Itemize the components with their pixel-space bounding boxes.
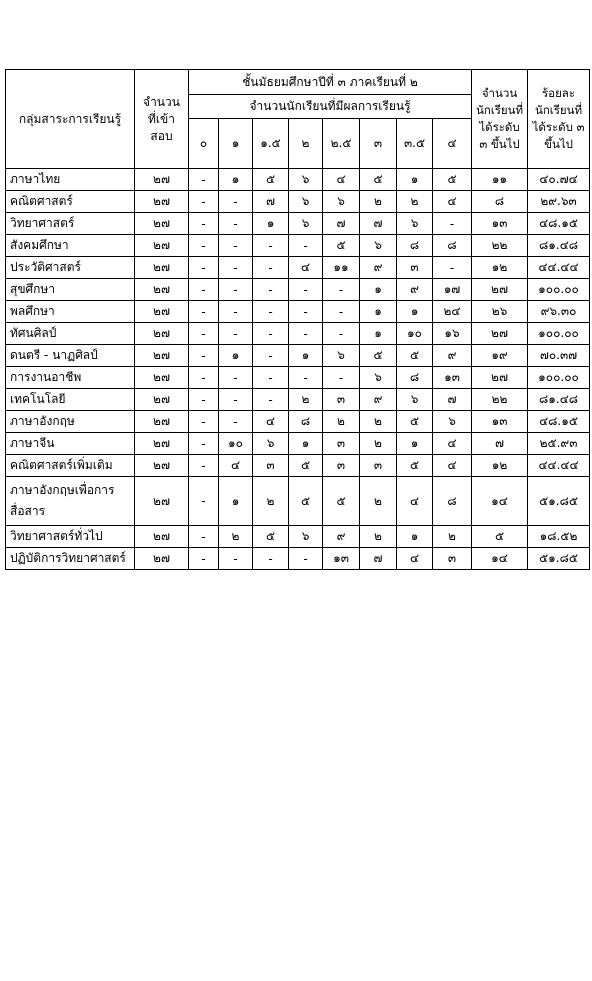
grade-cell-3: ๘	[289, 411, 323, 433]
grade-header-5: ๓	[360, 119, 397, 169]
percent-level3-cell: ๘๑.๔๘	[528, 389, 590, 411]
grade-cell-7: ๓	[433, 548, 472, 570]
count-level3-cell: ๑๔	[472, 477, 528, 526]
grade-cell-4: ๖	[323, 345, 360, 367]
percent-level3-cell: ๒๕.๙๓	[528, 433, 590, 455]
percent-level3-cell: ๑๐๐.๐๐	[528, 323, 590, 345]
percent-level3-cell: ๘๑.๔๘	[528, 235, 590, 257]
exam-count-cell: ๒๗	[135, 169, 189, 191]
subject-cell: การงานอาชีพ	[6, 367, 135, 389]
grade-cell-7: ๔	[433, 191, 472, 213]
percent-level3-header-text: ร้อยละนักเรียนที่ได้ระดับ ๓ ขึ้นไป	[532, 86, 585, 151]
grade-cell-1: ๑	[219, 345, 253, 367]
grade-cell-1: -	[219, 548, 253, 570]
grade-cell-7: ๕	[433, 169, 472, 191]
grade-cell-7: ๑๗	[433, 279, 472, 301]
grade-header-6: ๓.๕	[397, 119, 433, 169]
grade-cell-2: -	[253, 279, 289, 301]
percent-level3-cell: ๔๔.๔๔	[528, 455, 590, 477]
subject-cell: ปฏิบัติการวิทยาศาสตร์	[6, 548, 135, 570]
grade-cell-5: ๒	[360, 526, 397, 548]
grade-cell-6: ๘	[397, 367, 433, 389]
grade-cell-4: -	[323, 367, 360, 389]
grade-cell-7: ๔	[433, 433, 472, 455]
subject-group-header: กลุ่มสาระการเรียนรู้	[6, 70, 135, 169]
grade-cell-2: -	[253, 301, 289, 323]
grade-cell-5: ๗	[360, 213, 397, 235]
grade-cell-7: ๗	[433, 389, 472, 411]
grade-cell-1: ๑	[219, 169, 253, 191]
grade-cell-5: ๑	[360, 279, 397, 301]
grade-cell-2: ๕	[253, 526, 289, 548]
exam-count-header	[135, 70, 189, 169]
grade-cell-1: ๒	[219, 526, 253, 548]
grade-cell-0: -	[189, 301, 219, 323]
count-level3-cell: ๒๒	[472, 235, 528, 257]
grade-cell-6: ๔	[397, 477, 433, 526]
grade-header-4: ๒.๕	[323, 119, 360, 169]
grade-cell-2: ๒	[253, 477, 289, 526]
subject-cell: ทัศนศิลป์	[6, 323, 135, 345]
count-level3-cell: ๒๒	[472, 389, 528, 411]
grade-cell-4: ๒	[323, 411, 360, 433]
grade-cell-6: ๑	[397, 301, 433, 323]
table-row	[6, 455, 590, 477]
grade-cell-3: ๖	[289, 213, 323, 235]
grade-cell-2: -	[253, 345, 289, 367]
count-level3-cell: ๒๗	[472, 279, 528, 301]
grade-cell-6: ๑	[397, 169, 433, 191]
count-level3-header-text: จำนวนนักเรียนที่ได้ระดับ ๓ ขึ้นไป	[475, 86, 524, 151]
grade-cell-0: -	[189, 455, 219, 477]
exam-count-cell: ๒๗	[135, 548, 189, 570]
grade-cell-5: ๖	[360, 367, 397, 389]
count-level3-cell: ๑๒	[472, 257, 528, 279]
exam-count-cell: ๒๗	[135, 477, 189, 526]
grade-cell-5: ๑	[360, 301, 397, 323]
subject-cell: พลศึกษา	[6, 301, 135, 323]
exam-count-cell: ๒๗	[135, 257, 189, 279]
table-row	[6, 389, 590, 411]
grade-cell-5: ๙	[360, 257, 397, 279]
exam-count-cell: ๒๗	[135, 301, 189, 323]
grade-cell-5: ๙	[360, 389, 397, 411]
grade-cell-6: ๑	[397, 526, 433, 548]
count-level3-cell: ๑๔	[472, 548, 528, 570]
grade-cell-7: ๒	[433, 526, 472, 548]
exam-count-cell: ๒๗	[135, 323, 189, 345]
grade-cell-0: -	[189, 526, 219, 548]
grade-cell-3: -	[289, 367, 323, 389]
grade-cell-3: -	[289, 323, 323, 345]
grade-cell-6: ๕	[397, 411, 433, 433]
grade-cell-0: -	[189, 213, 219, 235]
grade-cell-1: -	[219, 367, 253, 389]
grade-cell-4: ๓	[323, 389, 360, 411]
grade-cell-2: -	[253, 548, 289, 570]
grade-cell-6: ๘	[397, 235, 433, 257]
count-level3-cell: ๕	[472, 526, 528, 548]
grade-cell-7: ๒๔	[433, 301, 472, 323]
grade-cell-6: ๕	[397, 345, 433, 367]
grade-header-1: ๑	[219, 119, 253, 169]
grade-cell-6: ๑	[397, 433, 433, 455]
grade-cell-4: -	[323, 301, 360, 323]
subject-cell: ภาษาจีน	[6, 433, 135, 455]
grade-cell-1: -	[219, 389, 253, 411]
grade-cell-1: ๑๐	[219, 433, 253, 455]
table-row	[6, 213, 590, 235]
percent-level3-cell: ๔๐.๗๔	[528, 169, 590, 191]
grade-cell-4: -	[323, 279, 360, 301]
grade-cell-7: ๔	[433, 455, 472, 477]
grade-cell-3: -	[289, 279, 323, 301]
exam-count-cell: ๒๗	[135, 455, 189, 477]
exam-count-cell: ๒๗	[135, 433, 189, 455]
grade-cell-4: ๓	[323, 455, 360, 477]
grade-cell-3: ๖	[289, 526, 323, 548]
grade-cell-5: ๒	[360, 477, 397, 526]
count-level3-cell: ๒๗	[472, 367, 528, 389]
grade-cell-1: ๑	[219, 477, 253, 526]
grade-cell-4: ๙	[323, 526, 360, 548]
grade-cell-1: -	[219, 235, 253, 257]
grade-cell-6: ๒	[397, 191, 433, 213]
grade-cell-3: ๕	[289, 477, 323, 526]
count-level3-cell: ๑๙	[472, 345, 528, 367]
percent-level3-header	[528, 70, 590, 169]
grade-cell-1: -	[219, 279, 253, 301]
level-title-header: ชั้นมัธยมศึกษาปีที่ ๓ ภาคเรียนที่ ๒	[189, 70, 472, 95]
grade-cell-2: ๕	[253, 169, 289, 191]
grade-cell-4: ๑๓	[323, 548, 360, 570]
grade-cell-7: ๑๖	[433, 323, 472, 345]
grade-cell-0: -	[189, 323, 219, 345]
subject-cell: ดนตรี - นาฏศิลป์	[6, 345, 135, 367]
grade-cell-6: ๙	[397, 279, 433, 301]
table-row	[6, 235, 590, 257]
grade-cell-2: -	[253, 235, 289, 257]
table-row	[6, 191, 590, 213]
count-level3-cell: ๑๓	[472, 213, 528, 235]
grade-cell-1: -	[219, 213, 253, 235]
grade-cell-4: ๖	[323, 191, 360, 213]
grade-cell-3: ๑	[289, 345, 323, 367]
grade-cell-7: -	[433, 213, 472, 235]
table-row	[6, 548, 590, 570]
table-row	[6, 433, 590, 455]
percent-level3-cell: ๔๔.๔๔	[528, 257, 590, 279]
count-level3-cell: ๑๑	[472, 169, 528, 191]
grade-cell-6: ๓	[397, 257, 433, 279]
grade-cell-3: ๔	[289, 257, 323, 279]
grade-cell-0: -	[189, 477, 219, 526]
grade-results-table	[5, 69, 590, 570]
grade-cell-3: ๖	[289, 191, 323, 213]
subject-cell: ภาษาไทย	[6, 169, 135, 191]
count-level3-header	[472, 70, 528, 169]
grade-cell-0: -	[189, 345, 219, 367]
grade-cell-7: -	[433, 257, 472, 279]
grade-cell-2: ๓	[253, 455, 289, 477]
grade-cell-3: -	[289, 235, 323, 257]
grade-header-2: ๑.๕	[253, 119, 289, 169]
grade-cell-4: ๕	[323, 477, 360, 526]
grade-cell-4: -	[323, 323, 360, 345]
grade-cell-2: -	[253, 367, 289, 389]
percent-level3-cell: ๔๘.๑๕	[528, 213, 590, 235]
grade-cell-3: -	[289, 548, 323, 570]
grade-cell-2: ๗	[253, 191, 289, 213]
grade-cell-6: ๕	[397, 455, 433, 477]
grade-cell-0: -	[189, 389, 219, 411]
count-level3-cell: ๒๗	[472, 323, 528, 345]
count-level3-cell: ๒๖	[472, 301, 528, 323]
grade-cell-3: -	[289, 301, 323, 323]
subject-cell: วิทยาศาสตร์ทั่วไป	[6, 526, 135, 548]
grade-cell-5: ๒	[360, 411, 397, 433]
percent-level3-cell: ๕๑.๘๕	[528, 477, 590, 526]
grade-header-3: ๒	[289, 119, 323, 169]
grade-cell-6: ๑๐	[397, 323, 433, 345]
percent-level3-cell: ๑๐๐.๐๐	[528, 367, 590, 389]
grade-cell-3: ๖	[289, 169, 323, 191]
grade-cell-1: -	[219, 257, 253, 279]
grade-cell-0: -	[189, 367, 219, 389]
table-row	[6, 526, 590, 548]
subject-cell: ประวัติศาสตร์	[6, 257, 135, 279]
percent-level3-cell: ๔๘.๑๕	[528, 411, 590, 433]
exam-count-cell: ๒๗	[135, 191, 189, 213]
exam-count-cell: ๒๗	[135, 279, 189, 301]
grade-cell-0: -	[189, 191, 219, 213]
grade-cell-2: -	[253, 389, 289, 411]
table-row	[6, 301, 590, 323]
subject-cell: คณิตศาสตร์	[6, 191, 135, 213]
grade-cell-0: -	[189, 433, 219, 455]
grade-cell-2: ๑	[253, 213, 289, 235]
subject-cell: คณิตศาสตร์เพิ่มเติม	[6, 455, 135, 477]
grade-cell-2: -	[253, 323, 289, 345]
percent-level3-cell: ๗๐.๓๗	[528, 345, 590, 367]
count-level3-cell: ๑๓	[472, 411, 528, 433]
grade-cell-0: -	[189, 169, 219, 191]
exam-count-cell: ๒๗	[135, 389, 189, 411]
grade-cell-7: ๘	[433, 235, 472, 257]
grade-cell-5: ๓	[360, 455, 397, 477]
percent-level3-cell: ๙๖.๓๐	[528, 301, 590, 323]
table-row	[6, 411, 590, 433]
grade-cell-6: ๖	[397, 213, 433, 235]
exam-count-cell: ๒๗	[135, 526, 189, 548]
grade-cell-4: ๑๑	[323, 257, 360, 279]
grade-cell-5: ๑	[360, 323, 397, 345]
grade-cell-4: ๓	[323, 433, 360, 455]
exam-count-cell: ๒๗	[135, 411, 189, 433]
grade-cell-2: ๔	[253, 411, 289, 433]
table-row	[6, 367, 590, 389]
grade-cell-5: ๕	[360, 345, 397, 367]
subject-cell: วิทยาศาสตร์	[6, 213, 135, 235]
count-level3-cell: ๗	[472, 433, 528, 455]
subject-cell: สุขศึกษา	[6, 279, 135, 301]
subject-cell: สังคมศึกษา	[6, 235, 135, 257]
grade-header-7: ๔	[433, 119, 472, 169]
grade-cell-3: ๒	[289, 389, 323, 411]
grade-cell-0: -	[189, 257, 219, 279]
grade-cell-5: ๗	[360, 548, 397, 570]
grade-header-0: ๐	[189, 119, 219, 169]
table-row	[6, 477, 590, 526]
exam-count-cell: ๒๗	[135, 345, 189, 367]
grade-cell-7: ๙	[433, 345, 472, 367]
table-row	[6, 345, 590, 367]
subject-cell: เทคโนโลยี	[6, 389, 135, 411]
grade-cell-0: -	[189, 279, 219, 301]
grade-cell-7: ๑๓	[433, 367, 472, 389]
percent-level3-cell: ๑๘.๕๒	[528, 526, 590, 548]
percent-level3-cell: ๕๑.๘๕	[528, 548, 590, 570]
grade-cell-4: ๔	[323, 169, 360, 191]
students-by-grade-header: จำนวนนักเรียนที่มีผลการเรียนรู้	[189, 95, 472, 119]
grade-cell-6: ๖	[397, 389, 433, 411]
grade-cell-5: ๒	[360, 191, 397, 213]
subject-cell: ภาษาอังกฤษ	[6, 411, 135, 433]
grade-cell-2: ๖	[253, 433, 289, 455]
count-level3-cell: ๘	[472, 191, 528, 213]
table-row	[6, 169, 590, 191]
table-row	[6, 279, 590, 301]
table-row	[6, 257, 590, 279]
exam-count-header-text: จำนวนที่เข้าสอบ	[143, 94, 180, 143]
grade-cell-1: -	[219, 323, 253, 345]
percent-level3-cell: ๑๐๐.๐๐	[528, 279, 590, 301]
grade-cell-4: ๕	[323, 235, 360, 257]
grade-cell-3: ๕	[289, 455, 323, 477]
grade-cell-0: -	[189, 548, 219, 570]
grade-cell-7: ๖	[433, 411, 472, 433]
grade-cell-2: -	[253, 257, 289, 279]
grade-cell-0: -	[189, 235, 219, 257]
exam-count-cell: ๒๗	[135, 367, 189, 389]
grade-cell-0: -	[189, 411, 219, 433]
grade-cell-5: ๖	[360, 235, 397, 257]
grade-cell-1: -	[219, 411, 253, 433]
grade-cell-3: ๑	[289, 433, 323, 455]
exam-count-cell: ๒๗	[135, 213, 189, 235]
grade-cell-5: ๒	[360, 433, 397, 455]
subject-cell: ภาษาอังกฤษเพื่อการสื่อสาร	[6, 477, 135, 526]
grade-cell-6: ๔	[397, 548, 433, 570]
exam-count-cell: ๒๗	[135, 235, 189, 257]
table-row	[6, 323, 590, 345]
grade-cell-1: -	[219, 301, 253, 323]
grade-cell-1: ๔	[219, 455, 253, 477]
count-level3-cell: ๑๒	[472, 455, 528, 477]
grade-cell-5: ๕	[360, 169, 397, 191]
grade-cell-7: ๘	[433, 477, 472, 526]
grade-cell-1: -	[219, 191, 253, 213]
grade-cell-4: ๗	[323, 213, 360, 235]
percent-level3-cell: ๒๙.๖๓	[528, 191, 590, 213]
